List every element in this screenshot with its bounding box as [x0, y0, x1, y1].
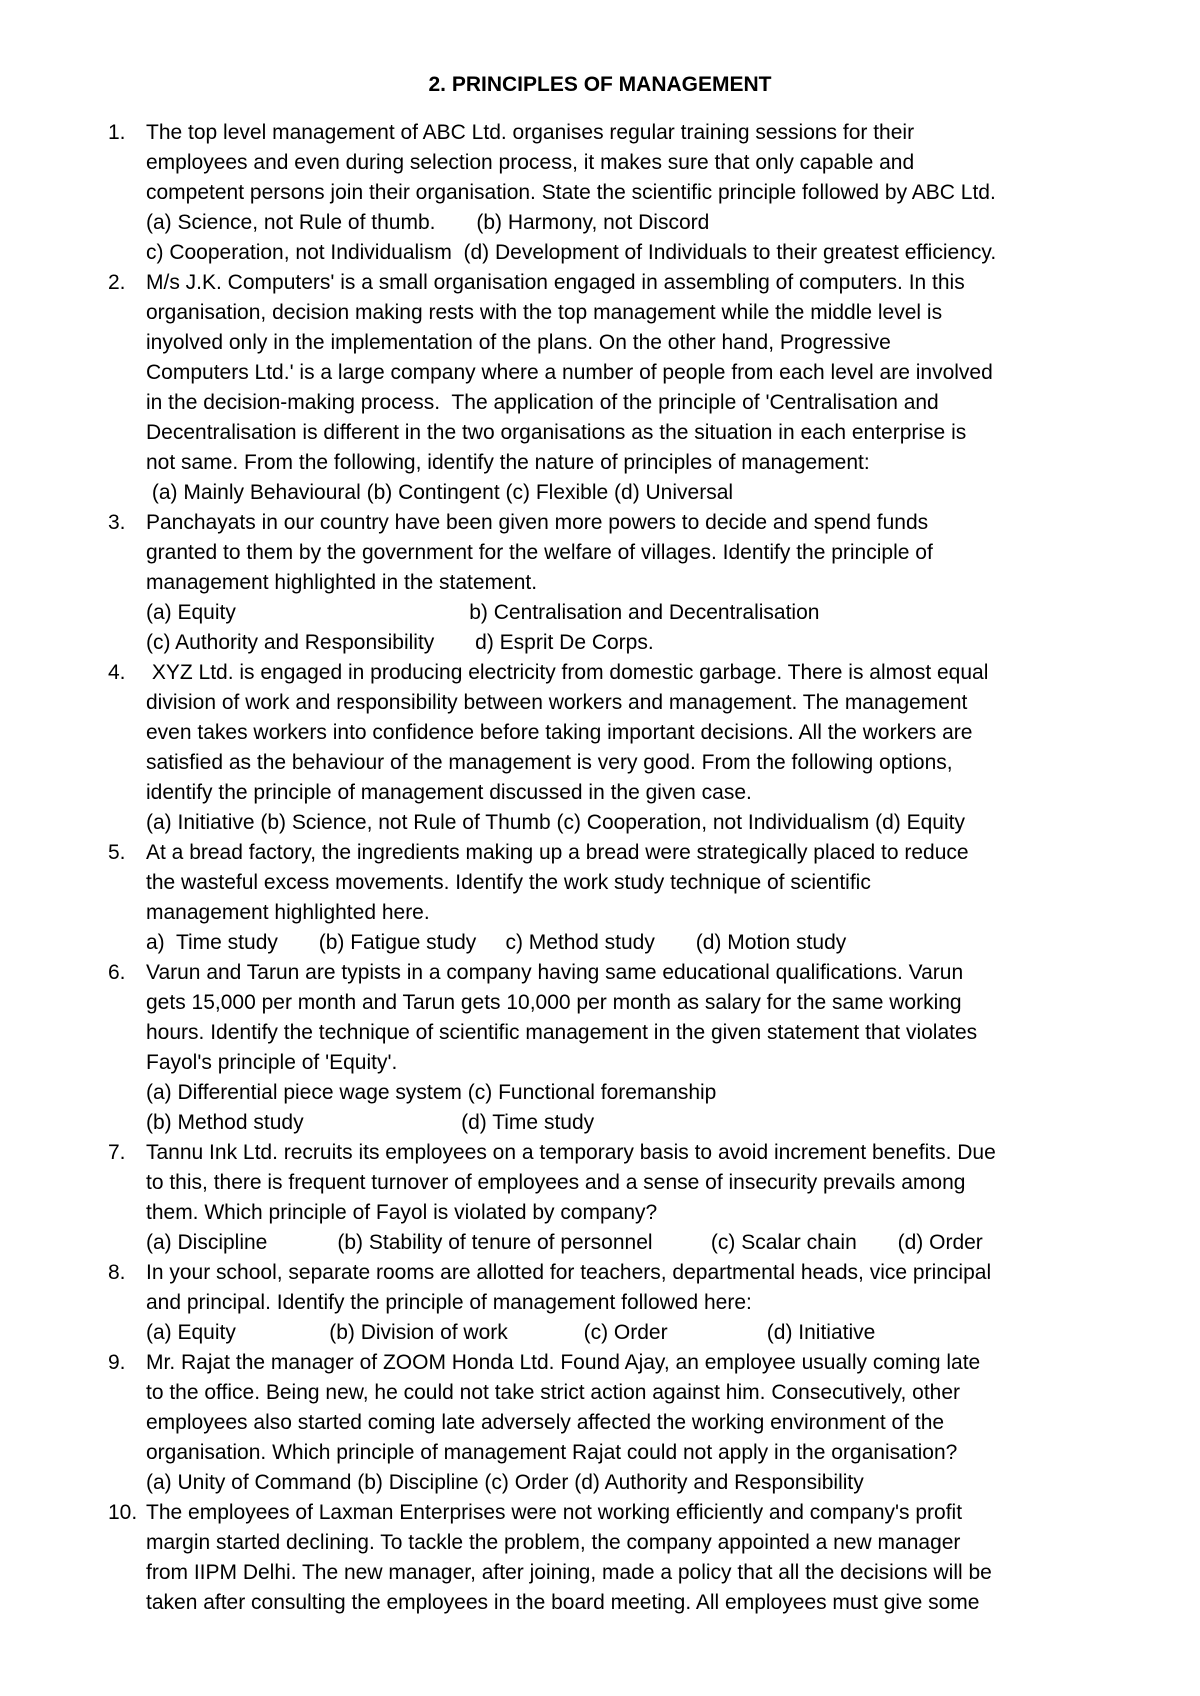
question-item: [108, 838, 1138, 958]
question-text-line: In your school, separate rooms are allotted for teachers, departmental heads, vice principal: [146, 1261, 992, 1284]
question-text-line: the wasteful excess movements. Identify the work study technique of scientific: [146, 871, 871, 894]
question-number: 3.: [108, 511, 126, 534]
question-text-line: granted to them by the government for the welfare of villages. Identify the principle of: [146, 541, 933, 564]
question-text-line: employees also started coming late adversely affected the working environment of the: [146, 1411, 945, 1434]
question-text-line: Decentralisation is different in the two organisations as the situation in each enterprise is: [146, 421, 967, 444]
question-number: 2.: [108, 271, 126, 294]
question-text-line: (a) Initiative (b) Science, not Rule of Thumb (c) Cooperation, not Individualism (d) Equity: [146, 811, 965, 834]
question-text-line: (a) Mainly Behavioural (b) Contingent (c) Flexible (d) Universal: [146, 481, 734, 504]
question-text-line: gets 15,000 per month and Tarun gets 10,000 per month as salary for the same working: [146, 991, 962, 1014]
question-number: 5.: [108, 841, 126, 864]
question-text-line: management highlighted here.: [146, 901, 430, 924]
question-number: 10.: [108, 1501, 138, 1524]
question-text-line: organisation, decision making rests with the top management while the middle level is: [146, 301, 943, 324]
question-number: 9.: [108, 1351, 126, 1374]
question-text-line: and principal. Identify the principle of management followed here:: [146, 1291, 752, 1314]
question-text-line: taken after consulting the employees in the board meeting. All employees must give some: [146, 1591, 980, 1614]
question-text-line: The top level management of ABC Ltd. organises regular training sessions for their: [146, 121, 915, 144]
question-text-line: to this, there is frequent turnover of employees and a sense of insecurity prevails among: [146, 1171, 966, 1194]
question-text-line: c) Cooperation, not Individualism (d) Development of Individuals to their greatest efficiency.: [146, 241, 997, 264]
question-text-line: XYZ Ltd. is engaged in producing electricity from domestic garbage. There is almost equal: [146, 661, 989, 684]
question-text-line: management highlighted in the statement.: [146, 571, 538, 594]
question-number: 8.: [108, 1261, 126, 1284]
question-text-line: a) Time study (b) Fatigue study c) Method study (d) Motion study: [146, 931, 847, 954]
page-title: 2. PRINCIPLES OF MANAGEMENT: [428, 73, 772, 96]
question-item: [108, 1138, 1138, 1258]
question-text-line: Varun and Tarun are typists in a company having same educational qualifications. Varun: [146, 961, 964, 984]
question-list: [108, 118, 1138, 1618]
question-text-line: At a bread factory, the ingredients making up a bread were strategically placed to reduce: [146, 841, 969, 864]
question-text-line: (c) Authority and Responsibility d) Esprit De Corps.: [146, 631, 654, 654]
question-text-line: identify the principle of management discussed in the given case.: [146, 781, 752, 804]
question-text-line: hours. Identify the technique of scientific management in the given statement that violates: [146, 1021, 978, 1044]
question-number: 1.: [108, 121, 126, 144]
question-item: [108, 1498, 1138, 1618]
question-item: [108, 508, 1138, 658]
question-text-line: them. Which principle of Fayol is violated by company?: [146, 1201, 658, 1224]
question-text-line: (b) Method study (d) Time study: [146, 1111, 595, 1134]
question-text-line: (a) Unity of Command (b) Discipline (c) Order (d) Authority and Responsibility: [146, 1471, 864, 1494]
question-text-line: from IIPM Delhi. The new manager, after joining, made a policy that all the decisions will be: [146, 1561, 992, 1584]
question-text-line: to the office. Being new, he could not take strict action against him. Consecutively, other: [146, 1381, 961, 1404]
question-text-line: competent persons join their organisation. State the scientific principle followed by ABC Ltd.: [146, 181, 996, 204]
question-text-line: (a) Equity b) Centralisation and Decentralisation: [146, 601, 820, 624]
question-text-line: Panchayats in our country have been given more powers to decide and spend funds: [146, 511, 929, 534]
question-text-line: employees and even during selection process, it makes sure that only capable and: [146, 151, 915, 174]
question-number: 4.: [108, 661, 126, 684]
question-text-line: in the decision-making process. The application of the principle of 'Centralisation and: [146, 391, 939, 414]
question-item: [108, 1258, 1138, 1348]
question-text-line: The employees of Laxman Enterprises were not working efficiently and company's profit: [146, 1501, 963, 1524]
question-text-line: inyolved only in the implementation of the plans. On the other hand, Progressive: [146, 331, 891, 354]
question-item: [108, 268, 1138, 508]
question-number: 7.: [108, 1141, 126, 1164]
question-item: [108, 1348, 1138, 1498]
question-text-line: (a) Differential piece wage system (c) Functional foremanship: [146, 1081, 717, 1104]
question-text-line: Tannu Ink Ltd. recruits its employees on a temporary basis to avoid increment benefits. Due: [146, 1141, 996, 1164]
question-text-line: (a) Equity (b) Division of work (c) Order (d) Initiative: [146, 1321, 876, 1344]
question-text-line: margin started declining. To tackle the problem, the company appointed a new manager: [146, 1531, 961, 1554]
question-text-line: M/s J.K. Computers' is a small organisation engaged in assembling of computers. In this: [146, 271, 965, 294]
question-text-line: Computers Ltd.' is a large company where a number of people from each level are involved: [146, 361, 993, 384]
question-item: [108, 658, 1138, 838]
question-text-line: satisfied as the behaviour of the management is very good. From the following options,: [146, 751, 953, 774]
question-text-line: Mr. Rajat the manager of ZOOM Honda Ltd. Found Ajay, an employee usually coming late: [146, 1351, 981, 1374]
question-text-line: not same. From the following, identify the nature of principles of management:: [146, 451, 870, 474]
question-number: 6.: [108, 961, 126, 984]
question-text-line: division of work and responsibility between workers and management. The management: [146, 691, 968, 714]
question-text-line: organisation. Which principle of management Rajat could not apply in the organisation?: [146, 1441, 958, 1464]
question-text-line: (a) Science, not Rule of thumb. (b) Harmony, not Discord: [146, 211, 710, 234]
question-item: [108, 958, 1138, 1138]
question-text-line: (a) Discipline (b) Stability of tenure of personnel (c) Scalar chain (d) Order: [146, 1231, 983, 1254]
question-text-line: even takes workers into confidence before taking important decisions. All the workers are: [146, 721, 973, 744]
question-text-line: Fayol's principle of 'Equity'.: [146, 1051, 398, 1074]
question-item: [108, 118, 1138, 268]
